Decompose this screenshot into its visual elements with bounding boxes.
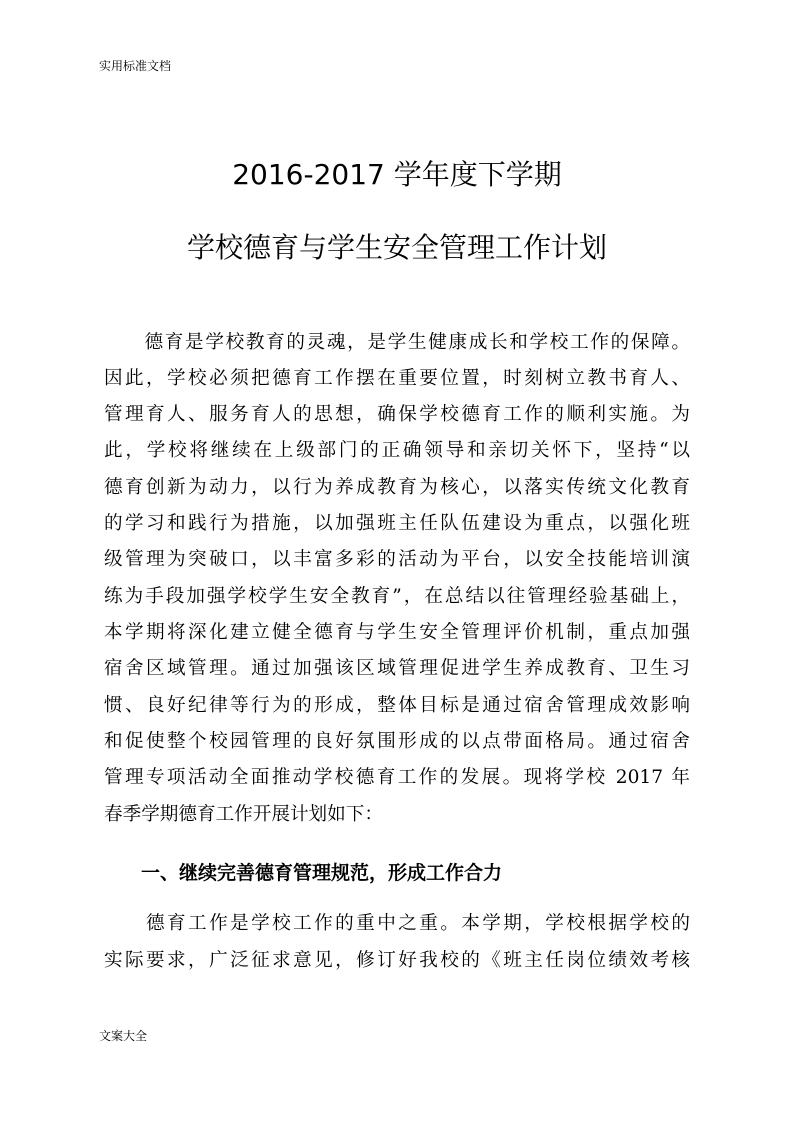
page-footer: 文案大全 bbox=[99, 1029, 148, 1043]
page-header: 实用标准文档 bbox=[99, 59, 172, 73]
section-heading: 一、继续完善德育管理规范，形成工作合力 bbox=[141, 862, 503, 884]
paragraph-line: 和促使整个校园管理的良好氛围形成的以点带面格局。通过宿舍 bbox=[104, 731, 690, 752]
paragraph-line: 管理专项活动全面推动学校德育工作的发展。现将学校 2017 年 bbox=[104, 767, 690, 788]
paragraph-line: 惯、良好纪律等行为的形成，整体目标是通过宿舍管理成效影响 bbox=[104, 695, 690, 716]
paragraph-line: 德育创新为动力，以行为养成教育为核心，以落实传统文化教育 bbox=[104, 477, 690, 498]
paragraph-line: 实际要求，广泛征求意见，修订好我校的《班主任岗位绩效考核 bbox=[104, 950, 690, 971]
paragraph-line: 级管理为突破口，以丰富多彩的活动为平台，以安全技能培训演 bbox=[104, 549, 690, 570]
paragraph-line: 的学习和践行为措施，以加强班主任队伍建设为重点，以强化班 bbox=[104, 513, 690, 534]
document-title-line-1: 2016-2017 学年度下学期 bbox=[232, 158, 562, 191]
paragraph-line: 宿舍区域管理。通过加强该区域管理促进学生养成教育、卫生习 bbox=[104, 658, 690, 679]
document-title-line-2: 学校德育与学生安全管理工作计划 bbox=[186, 231, 607, 264]
paragraph-line: 本学期将深化建立健全德育与学生安全管理评价机制，重点加强 bbox=[104, 622, 690, 643]
paragraph-line: 练为手段加强学校学生安全教育”，在总结以往管理经验基础上， bbox=[104, 586, 690, 607]
paragraph-line: 管理育人、服务育人的思想，确保学校德育工作的顺利实施。为 bbox=[104, 404, 690, 425]
paragraph-line: 德育工作是学校工作的重中之重。本学期，学校根据学校的 bbox=[104, 913, 690, 934]
paragraph-line: 德育是学校教育的灵魂，是学生健康成长和学校工作的保障。 bbox=[104, 332, 690, 353]
paragraph-line: 此，学校将继续在上级部门的正确领导和亲切关怀下，坚持“以 bbox=[104, 440, 690, 461]
paragraph-line: 春季学期德育工作开展计划如下： bbox=[104, 804, 383, 825]
paragraph-line: 因此，学校必须把德育工作摆在重要位置，时刻树立教书育人、 bbox=[104, 368, 690, 389]
